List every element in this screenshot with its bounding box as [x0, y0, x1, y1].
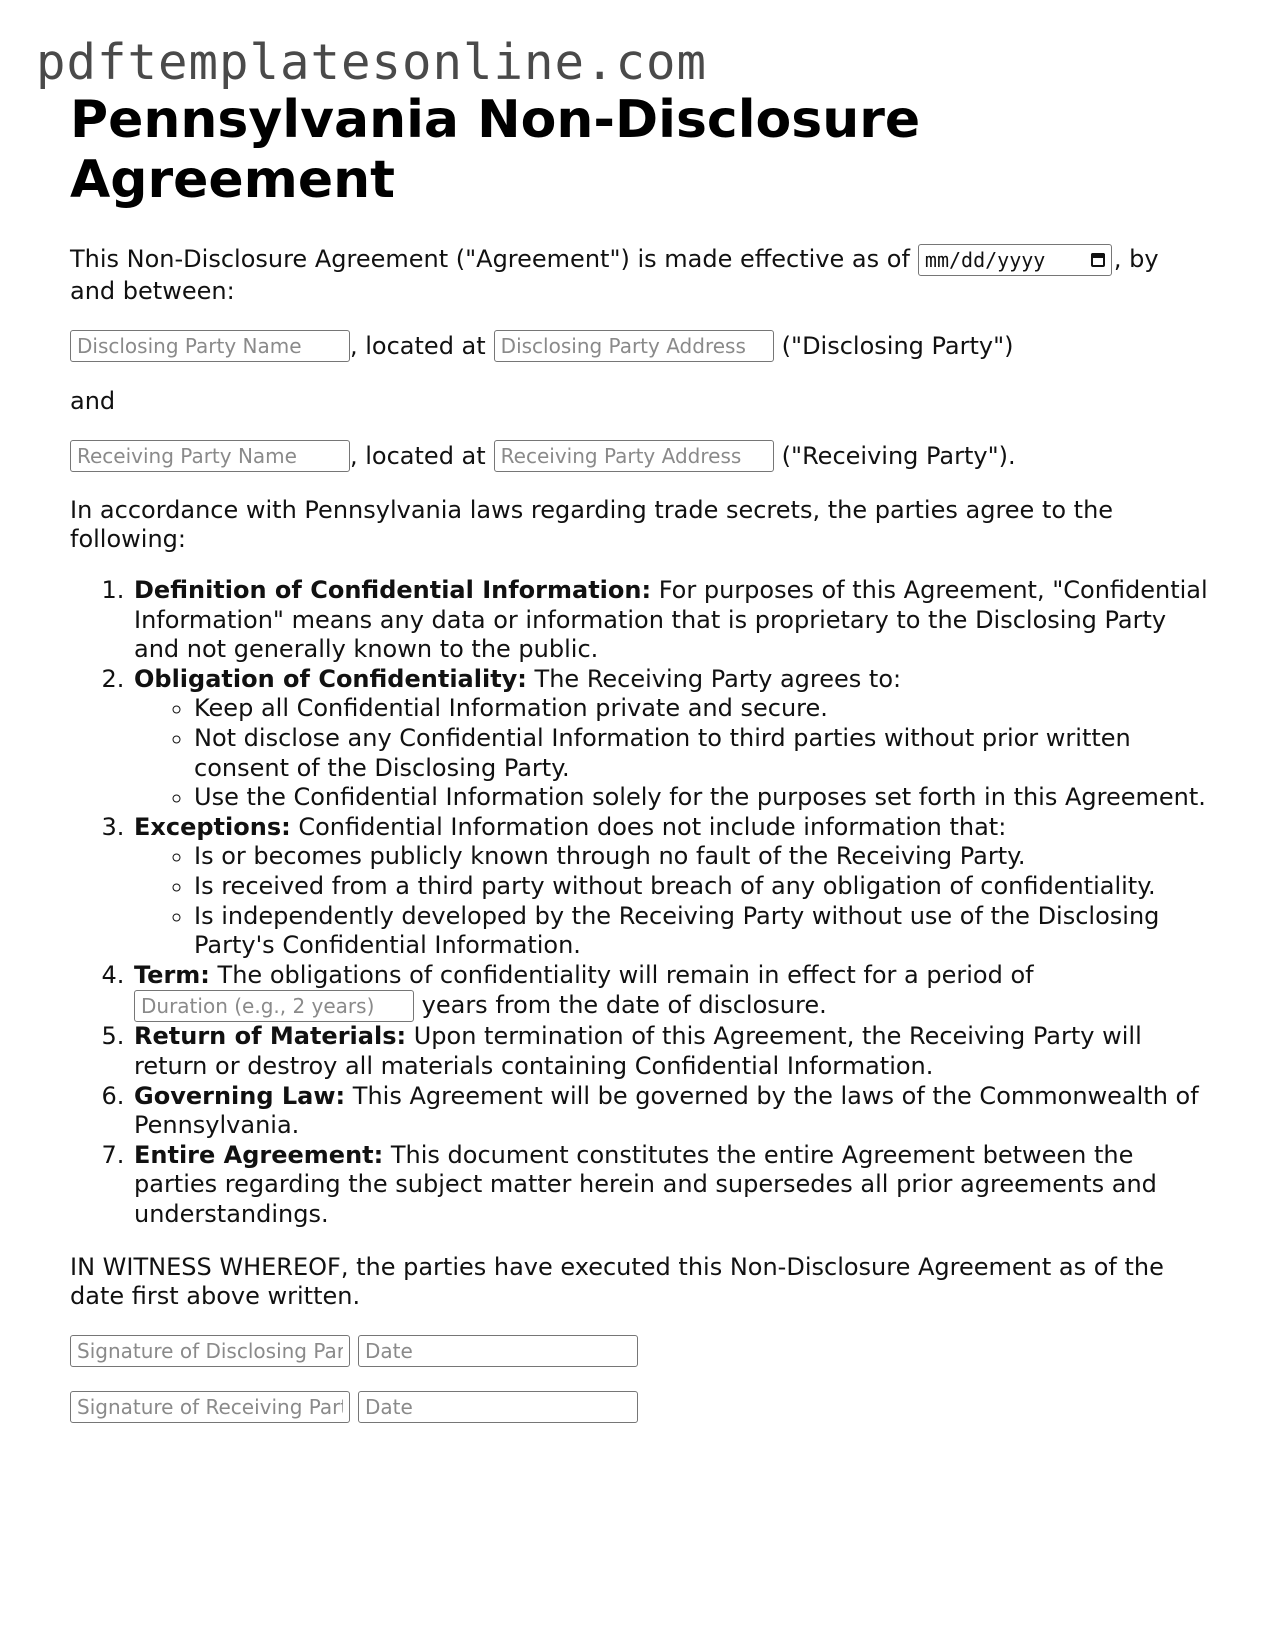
clause-text: This document constitutes the entire Agreement between the parties regarding the subject matter herein and supersedes all prior agreements and understandings. [134, 1140, 1157, 1228]
clauses-list [70, 576, 1210, 1229]
clause-return-materials [132, 1022, 1210, 1081]
clause-term [132, 961, 1210, 1023]
clause-text: Confidential Information does not include information that: [298, 812, 1007, 841]
clause-text: For purposes of this Agreement, "Confidential Information" means any data or information that is proprietary to the Disclosing Party and not generally known to the public. [134, 576, 1208, 664]
list-item: ◦ Use the Confidential Information solely for the purposes set forth in this Agreement. [194, 783, 1210, 813]
list-item: ◦ Is received from a third party without breach of any obligation of confidentiality. [194, 872, 1210, 902]
clause-text: The obligations of confidentiality will remain in effect for a period of [217, 960, 1034, 989]
clause-text: Upon termination of this Agreement, the Receiving Party will return or destroy all materials containing Confidential Information. [134, 1022, 1142, 1080]
disclosing-signature-row [70, 1335, 1210, 1367]
disclosing-party-name-input[interactable] [70, 330, 350, 362]
clause-heading: Governing Law: [134, 1081, 346, 1110]
clause-obligation [132, 665, 1210, 813]
document-page [70, 90, 1210, 1423]
disclosing-signature-input[interactable] [70, 1335, 350, 1367]
disclosing-date-input[interactable] [358, 1335, 638, 1367]
intro-text: This Non-Disclosure Agreement ("Agreement") is made effective as of [70, 245, 910, 273]
watermark: pdftemplatesonline.com [36, 34, 708, 91]
receiving-party-address-input[interactable] [494, 440, 774, 472]
clause-heading: Term: [134, 960, 210, 989]
clause-heading: Obligation of Confidentiality: [134, 664, 527, 693]
clause-text: This Agreement will be governed by the laws of the Commonwealth of Pennsylvania. [134, 1081, 1199, 1140]
list-item: ◦ Is independently developed by the Receiving Party without use of the Disclosing Party's Confidential Information. [194, 902, 1210, 961]
clause-exceptions [132, 813, 1210, 961]
list-item: ◦ Is or becomes publicly known through no fault of the Receiving Party. [194, 842, 1210, 872]
disclosing-party-address-input[interactable] [494, 330, 774, 362]
list-item: ◦ Not disclose any Confidential Information to third parties without prior written consent of the Disclosing Party. [194, 724, 1210, 783]
intro-paragraph [70, 244, 1210, 306]
receiving-date-input[interactable] [358, 1391, 638, 1423]
page-title: Pennsylvania Non-Disclosure Agreement [70, 90, 921, 210]
clause-entire-agreement [132, 1141, 1210, 1230]
and-text: and [70, 387, 116, 415]
witness-paragraph: IN WITNESS WHEREOF, the parties have executed this Non-Disclosure Agreement as of the date first above written. [70, 1253, 1164, 1311]
clause-heading: Definition of Confidential Information: [134, 576, 652, 604]
clause-heading: Exceptions: [134, 812, 291, 841]
clause-definition [132, 576, 1210, 665]
date-placeholder: mm/dd/yyyy [924, 248, 1046, 272]
disclosing-party-suffix: ("Disclosing Party") [781, 332, 1014, 360]
receiving-party-name-input[interactable] [70, 440, 350, 472]
clause-heading: Return of Materials: [134, 1022, 407, 1051]
duration-input[interactable] [134, 990, 414, 1022]
intro-text-end: , by and between: [70, 245, 1159, 305]
clause-text: The Receiving Party agrees to: [534, 664, 902, 693]
located-at-label: , located at [350, 332, 486, 360]
receiving-signature-row [70, 1391, 1210, 1423]
located-at-label: , located at [350, 442, 486, 470]
receiving-signature-input[interactable] [70, 1391, 350, 1423]
preamble: In accordance with Pennsylvania laws regarding trade secrets, the parties agree to the following: [70, 496, 1114, 553]
receiving-party-row [70, 440, 1210, 472]
disclosing-party-row [70, 330, 1210, 362]
clause-heading: Entire Agreement: [134, 1140, 384, 1169]
clause-governing-law [132, 1082, 1210, 1141]
effective-date-input[interactable] [918, 244, 1112, 276]
receiving-party-suffix: ("Receiving Party"). [781, 442, 1016, 470]
list-item: ◦ Keep all Confidential Information private and secure. [194, 694, 1210, 724]
exceptions-list [134, 842, 1210, 960]
clause-text-after: years from the date of disclosure. [421, 991, 827, 1020]
calendar-icon[interactable] [1091, 253, 1105, 267]
obligation-list [134, 694, 1210, 812]
